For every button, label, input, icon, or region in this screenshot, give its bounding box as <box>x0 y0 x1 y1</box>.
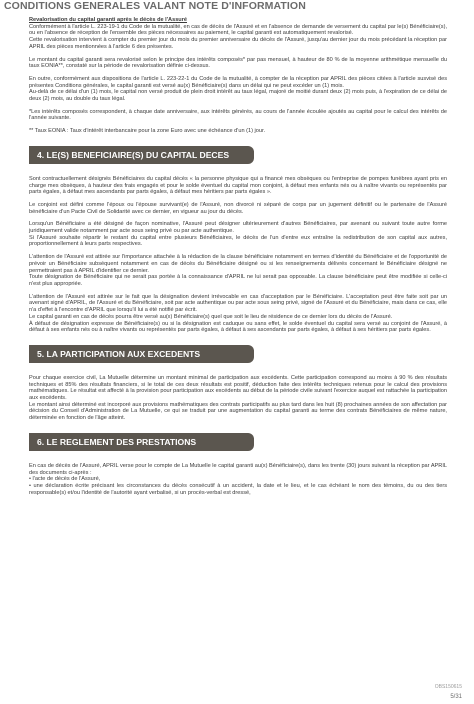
paragraph: Si l'Assuré souhaite répartir le restant du capital entre plusieurs Bénéficiaires, le décès de l'un d'entre eux entraîne la redistribution de son capital aux autres, proportionnellement à leurs parts respectives. <box>29 234 447 248</box>
paragraph: Le montant ainsi déterminé est incorporé aux provisions mathématiques des contrats participatifs au plus tard dans les huit (8) prochaines années de son affectation par décision du Conseil d'Administration de La Mutuelle, ce qui se traduit par une augmentation du capital garanti au terme des contrats Bénéficiaires de même nature, déterminée en fonction de l'âge atteint. <box>29 401 447 422</box>
paragraph: L'attention de l'Assuré est attirée sur le fait que la désignation devient irrévocable en cas d'acceptation par le Bénéficiaire. L'acceptation peut être faite soit par un avenant signé d'APRIL, de l'Assuré et du Bénéficiaire, soit par acte authentique ou par acte sous seing privé, signé de l'Assuré et du Bénéficiaire, mais dans ce cas, elle n'a d'effet à l'encontre d'APRIL que lorsqu'il lui a été notifié par écrit. <box>29 293 447 314</box>
document-code: OBS150615 <box>434 684 462 690</box>
paragraph: Cette revalorisation intervient à compter du premier jour du mois du premier anniversaire du décès de l'Assuré, jusqu'au dernier jour du mois précédant la réception par APRIL des pièces mentionnées à l'article 6 des présentes. <box>29 37 447 50</box>
section-heading-beneficiaires: 4. LE(S) BENEFICIAIRE(S) DU CAPITAL DECES <box>29 146 254 164</box>
paragraph: Le montant du capital garanti sera revalorisé selon le principe des intérêts composés* par pas mensuel, à hauteur de 80 % de la moyenne arithmétique mensuelle du taux EONIA**, constaté sur la période de revalorisation définie ci-dessus. <box>29 56 447 70</box>
footnote: *Les intérêts composés correspondent, à chaque date anniversaire, aux intérêts générés, au cours de l'année écoulée ajoutés au capital pour le calcul des intérêts de l'année suivante. <box>29 108 447 122</box>
paragraph: L'attention de l'Assuré est attirée sur l'importance attachée à la rédaction de la clause bénéficiaire notamment en termes d'identité du Bénéficiaire et de l'opportunité de prévoir un Bénéficiaire subséquent notamment en cas de décès du Bénéficiaire désigné ou si les renseignements délivrés concernant le Bénéficiaire désigné ne permettraient pas à APRIL d'identifier ce dernier. <box>29 254 447 274</box>
paragraph: Le conjoint est défini comme l'époux ou l'épouse survivant(e) de l'Assuré, non divorcé ni séparé de corps par un jugement définitif ou le partenaire de l'Assuré bénéficiaire d'un Pacte Civil de Solidarité avec ce dernier, en vigueur au jour du décès. <box>29 201 447 215</box>
paragraph: Toute désignation de Bénéficiaire qui ne serait pas portée à la connaissance d'APRIL ne lui serait pas opposable. La clause bénéficiaire peut être modifiée si celle-ci n'est plus appropriée. <box>29 274 447 287</box>
page-header-title: CONDITIONS GENERALES VALANT NOTE D'INFORMATION <box>4 0 306 12</box>
paragraph: Pour chaque exercice civil, La Mutuelle détermine un montant minimal de participation aux excédents. Cette participation correspond au moins à 90 % des résultats techniques et 85% des résultats financiers, si le total de ces deux résultats est positif, déduction faite des intérêts techniques retenus pour le calcul des provisions mathématiques. Le résultat est affecté à la provision pour participation aux excédents au début de la période civile suivant l'exercice auquel est rattachée la participation aux excédents. <box>29 374 447 402</box>
list-item: • l'acte de décès de l'Assuré, <box>29 476 101 483</box>
section-heading-reglement: 6. LE REGLEMENT DES PRESTATIONS <box>29 433 254 451</box>
paragraph: Conformément à l'article L. 223-19-1 du Code de la mutualité, en cas de décès de l'Assuré et en l'absence de demande de versement du capital par le(s) Bénéficiaire(s), ou en l'absence de réception de l'ensemble des pièces nécessaires au paiement, le capital garanti est automatiquement revalorisé. <box>29 23 447 37</box>
revalorisation-heading: Revalorisation du capital garanti après le décès de l'Assuré <box>29 17 188 23</box>
paragraph: Au-delà de ce délai d'un (1) mois, le capital non versé produit de plein droit intérêt au taux légal, majoré de moitié durant deux (2) mois puis, à l'expiration de ce délai de deux (2) mois, au double du taux légal. <box>29 89 447 103</box>
paragraph: En outre, conformément aux dispositions de l'article L. 223-22-1 du Code de la mutualité, à compter de la réception par APRIL des pièces citées à l'article susvisé des présentes Conditions générales, le capital garanti est versé au(x) Bénéficiaire(s) dans un délai qui ne peut excéder un (1) mois. <box>29 75 447 89</box>
list-item: • une déclaration écrite précisant les circonstances du décès consécutif à un accident, la date et le lieu, et le cas échéant le nom des témoins, du ou des tiers responsable(s) et/ou l'identité de l'autorité ayant verbalisé, si un procès-verbal est dressé, <box>29 482 447 496</box>
footnote: ** Taux EONIA : Taux d'intérêt interbancaire pour la zone Euro avec une échéance d'un (1) jour. <box>29 128 266 135</box>
section-heading-participation: 5. LA PARTICIPATION AUX EXCEDENTS <box>29 345 254 363</box>
paragraph: Sont contractuellement désignés Bénéficiaires du capital décès « la personne physique qui a financé mes obsèques ou l'entreprise de pompes funèbres ayant pris en charge mes obsèques, à hauteur des frais engagés et pour le solde éventuel du capital mon conjoint, à défaut mes enfants nés ou à naître vivants ou représentés par parts égales, à défaut mes ascendants par parts égales, à défaut mes héritiers par parts égales ». <box>29 175 447 196</box>
paragraph: En cas de décès de l'Assuré, APRIL verse pour le compte de La Mutuelle le capital garanti au(x) Bénéficiaire(s), dans les trente (30) jours suivant la réception par APRIL des documents ci-après : <box>29 462 447 476</box>
page-number: 5/31 <box>450 694 462 700</box>
paragraph: Le capital garanti en cas de décès pourra être versé au(x) Bénéficiaire(s) quel que soit le lieu de résidence de ce dernier lors du décès de l'Assuré. <box>29 313 393 320</box>
paragraph: À défaut de désignation expresse de Bénéficiaire(s) ou si la désignation est caduque ou sans effet, le solde éventuel du capital sera versé au conjoint de l'Assuré, à défaut à ses enfants nés ou à naître vivants ou représentés par parts égales, à défaut à ses ascendants par parts égales, à défaut à ses héritiers par parts égales. <box>29 320 447 334</box>
document-body <box>29 17 447 496</box>
paragraph: Lorsqu'un Bénéficiaire a été désigné de façon nominative, l'Assuré peut désigner ultérieurement d'autres Bénéficiaires, par avenant ou suivant toute autre forme juridiquement valide notamment par acte sous seing privé ou par acte authentique. <box>29 221 447 235</box>
